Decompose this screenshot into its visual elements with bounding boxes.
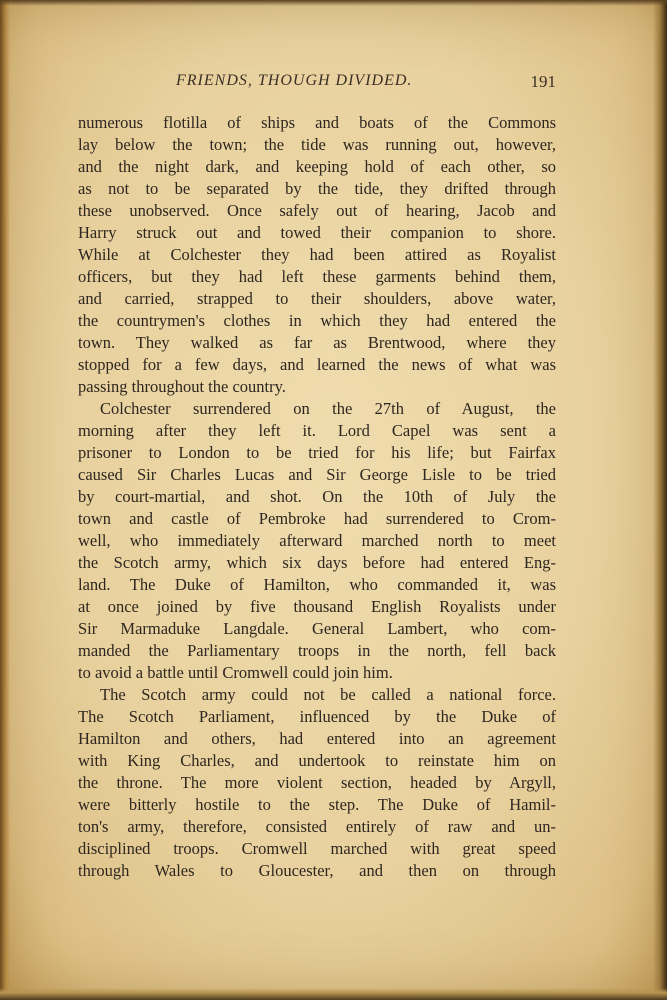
text-line: manded the Parliamentary troops in the north, fell back bbox=[78, 641, 556, 660]
text-line: Hamilton and others, had entered into an agreement bbox=[78, 729, 556, 748]
text-line: these unobserved. Once safely out of hearing, Jacob and bbox=[78, 201, 556, 220]
page-header bbox=[78, 72, 556, 98]
text-line: caused Sir Charles Lucas and Sir George Lisle to be tried bbox=[78, 465, 556, 484]
text-line: the countrymen's clothes in which they had entered the bbox=[78, 311, 556, 330]
text-line: ton's army, therefore, consisted entirely of raw and un- bbox=[78, 817, 556, 836]
text-line: were bitterly hostile to the step. The Duke of Hamil- bbox=[78, 795, 556, 814]
text-line: at once joined by five thousand English Royalists under bbox=[78, 597, 556, 616]
page-right-edge bbox=[653, 0, 667, 1000]
text-line: the Scotch army, which six days before had entered Eng- bbox=[78, 553, 556, 572]
text-line: through Wales to Gloucester, and then on through bbox=[78, 861, 556, 880]
text-line: officers, but they had left these garments behind them, bbox=[78, 267, 556, 286]
text-line: While at Colchester they had been attired as Royalist bbox=[78, 245, 556, 264]
page-top-edge bbox=[0, 0, 667, 6]
text-line: the throne. The more violent section, headed by Argyll, bbox=[78, 773, 556, 792]
text-line: numerous flotilla of ships and boats of the Commons bbox=[78, 113, 556, 132]
text-line: The Scotch army could not be called a national force. bbox=[100, 685, 556, 704]
text-line: Colchester surrendered on the 27th of August, the bbox=[100, 399, 556, 418]
text-line: as not to be separated by the tide, they drifted through bbox=[78, 179, 556, 198]
text-line: passing throughout the country. bbox=[78, 377, 286, 396]
text-line: stopped for a few days, and learned the news of what was bbox=[78, 355, 556, 374]
text-line: and the night dark, and keeping hold of each other, so bbox=[78, 157, 556, 176]
text-line: to avoid a battle until Cromwell could join him. bbox=[78, 663, 393, 682]
text-line: prisoner to London to be tried for his life; but Fairfax bbox=[78, 443, 556, 462]
text-line: town and castle of Pembroke had surrendered to Crom- bbox=[78, 509, 556, 528]
text-line: with King Charles, and undertook to reinstate him on bbox=[78, 751, 556, 770]
body-text bbox=[78, 112, 556, 882]
text-line: lay below the town; the tide was running out, however, bbox=[78, 135, 556, 154]
text-line: Sir Marmaduke Langdale. General Lambert, who com- bbox=[78, 619, 556, 638]
text-line: town. They walked as far as Brentwood, where they bbox=[78, 333, 556, 352]
text-line: land. The Duke of Hamilton, who commanded it, was bbox=[78, 575, 556, 594]
text-line: and carried, strapped to their shoulders, above water, bbox=[78, 289, 556, 308]
text-line: well, who immediately afterward marched north to meet bbox=[78, 531, 556, 550]
text-line: by court-martial, and shot. On the 10th of July the bbox=[78, 487, 556, 506]
text-line: Harry struck out and towed their companion to shore. bbox=[78, 223, 556, 242]
text-line: The Scotch Parliament, influenced by the Duke of bbox=[78, 707, 556, 726]
page-left-edge bbox=[0, 0, 10, 1000]
text-line: morning after they left it. Lord Capel was sent a bbox=[78, 421, 556, 440]
page-number: 191 bbox=[530, 72, 556, 91]
running-title: FRIENDS, THOUGH DIVIDED. bbox=[176, 72, 413, 89]
page-bottom-edge bbox=[0, 988, 667, 1000]
text-line: disciplined troops. Cromwell marched with great speed bbox=[78, 839, 556, 858]
